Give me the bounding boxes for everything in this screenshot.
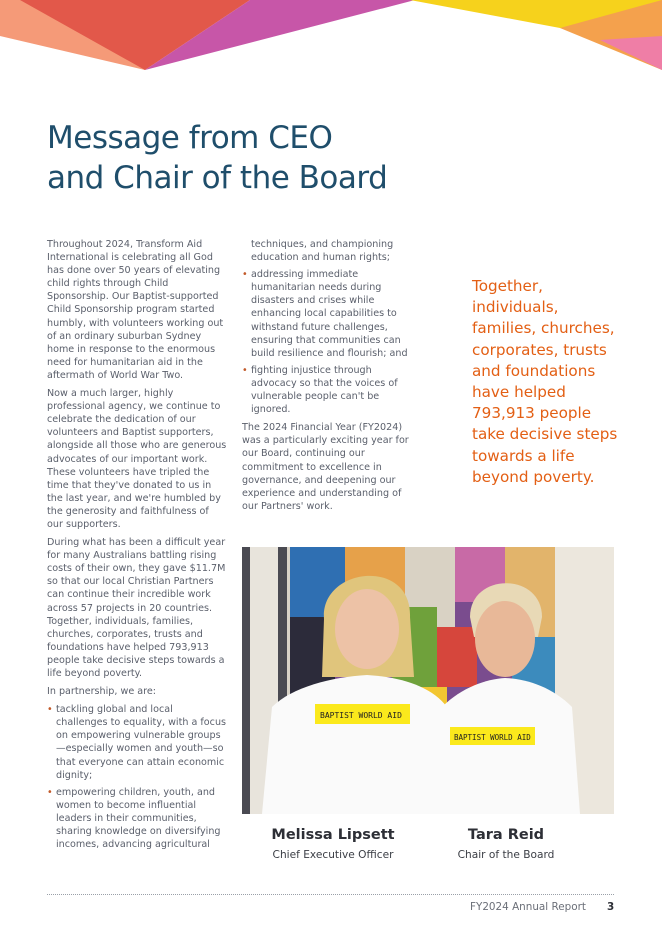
list-item: • addressing immediate humanitarian needs during disasters and crises while enhancing local capabilities to withstand future challenges, ensuring that communities can build resilience and flourish; and [242,269,408,359]
paragraph: Throughout 2024, Transform Aid International is celebrating all God has done over 50 years of elevating child rights through Child Sponsorship. Our Baptist-supported Child Sponsorship program started humbly, with volunteers working out of an ordinary suburban Sydney home in response to the enormous need for humanitarian aid in the aftermath of World War Two. [47,239,224,381]
caption-name: Melissa Lipsett [271,827,395,843]
body-column-1 [47,238,227,856]
paragraph: In partnership, we are: [47,686,157,698]
leaders-photo [242,547,614,814]
bullet-list [47,703,227,851]
list-item-continuation: techniques, and championing education and human rights; [251,239,394,264]
list-item: • tackling global and local challenges to equality, with a focus on empowering vulnerable groups—especially women and youth—so that everyone can attain economic dignity; [47,704,227,781]
caption-role: Chief Executive Officer [272,849,394,861]
person-left-shirt [262,675,452,814]
footer-report-title: FY2024 Annual Report [470,901,586,913]
shirt-label: BAPTIST WORLD AID [320,711,402,720]
page-title-line2: and Chair of the Board [47,160,388,196]
body-column-2 [242,238,410,518]
paragraph: The 2024 Financial Year (FY2024) was a particularly exciting year for our Board, continuing our commitment to excellence in governance, and deepening our experience and understanding of our Partners' work. [242,422,409,512]
person-right-shirt [437,678,580,814]
pull-quote: Together, individuals, families, churches, corporates, trusts and foundations have helped 793,913 people take decisive steps towards a life beyond poverty. [472,277,618,486]
page-title-line1: Message from CEO [47,120,333,156]
person-left-face [335,589,399,669]
paragraph: Now a much larger, highly professional agency, we continue to celebrate the dedication of our volunteers and Baptist supporters, alongside all those who are generous advocates of our important work. These volunteers have tripled the time that they've donated to us in the last year, and we're humbled by the generosity and faithfulness of our supporters. [47,388,227,530]
bullet-list [242,268,410,416]
list-item: • empowering children, youth, and women to become influential leaders in their communities, sharing knowledge on diversifying incomes, advancing agricultural [47,786,221,851]
person-right-face [475,601,535,677]
banner-shape-pink [600,36,662,70]
bullet-icon: • [242,364,248,376]
paragraph: During what has been a difficult year for many Australians battling rising costs of their own, they gave $11.7M so that our local Christian Partners can continue their incredible work across 57 projects in 20 countries. Together, individuals, families, churches, corporates, trusts and foundations have helped 793,913 people take decisive steps towards a life beyond poverty. [47,537,226,679]
footer-divider [47,894,614,895]
photo-artwork-block [437,627,477,687]
bullet-icon: • [242,269,248,281]
bullet-icon: • [47,704,53,716]
shirt-label: BAPTIST WORLD AID [454,733,531,742]
page-title [47,118,467,198]
page-number: 3 [607,901,615,913]
list-item: • fighting injustice through advocacy so that the voices of vulnerable people can't be ignored. [242,364,398,416]
header-banner [0,0,662,80]
caption-ceo [258,826,408,862]
caption-role: Chair of the Board [457,849,555,861]
caption-name: Tara Reid [467,827,545,843]
bullet-icon: • [47,786,53,798]
caption-chair [436,826,576,862]
